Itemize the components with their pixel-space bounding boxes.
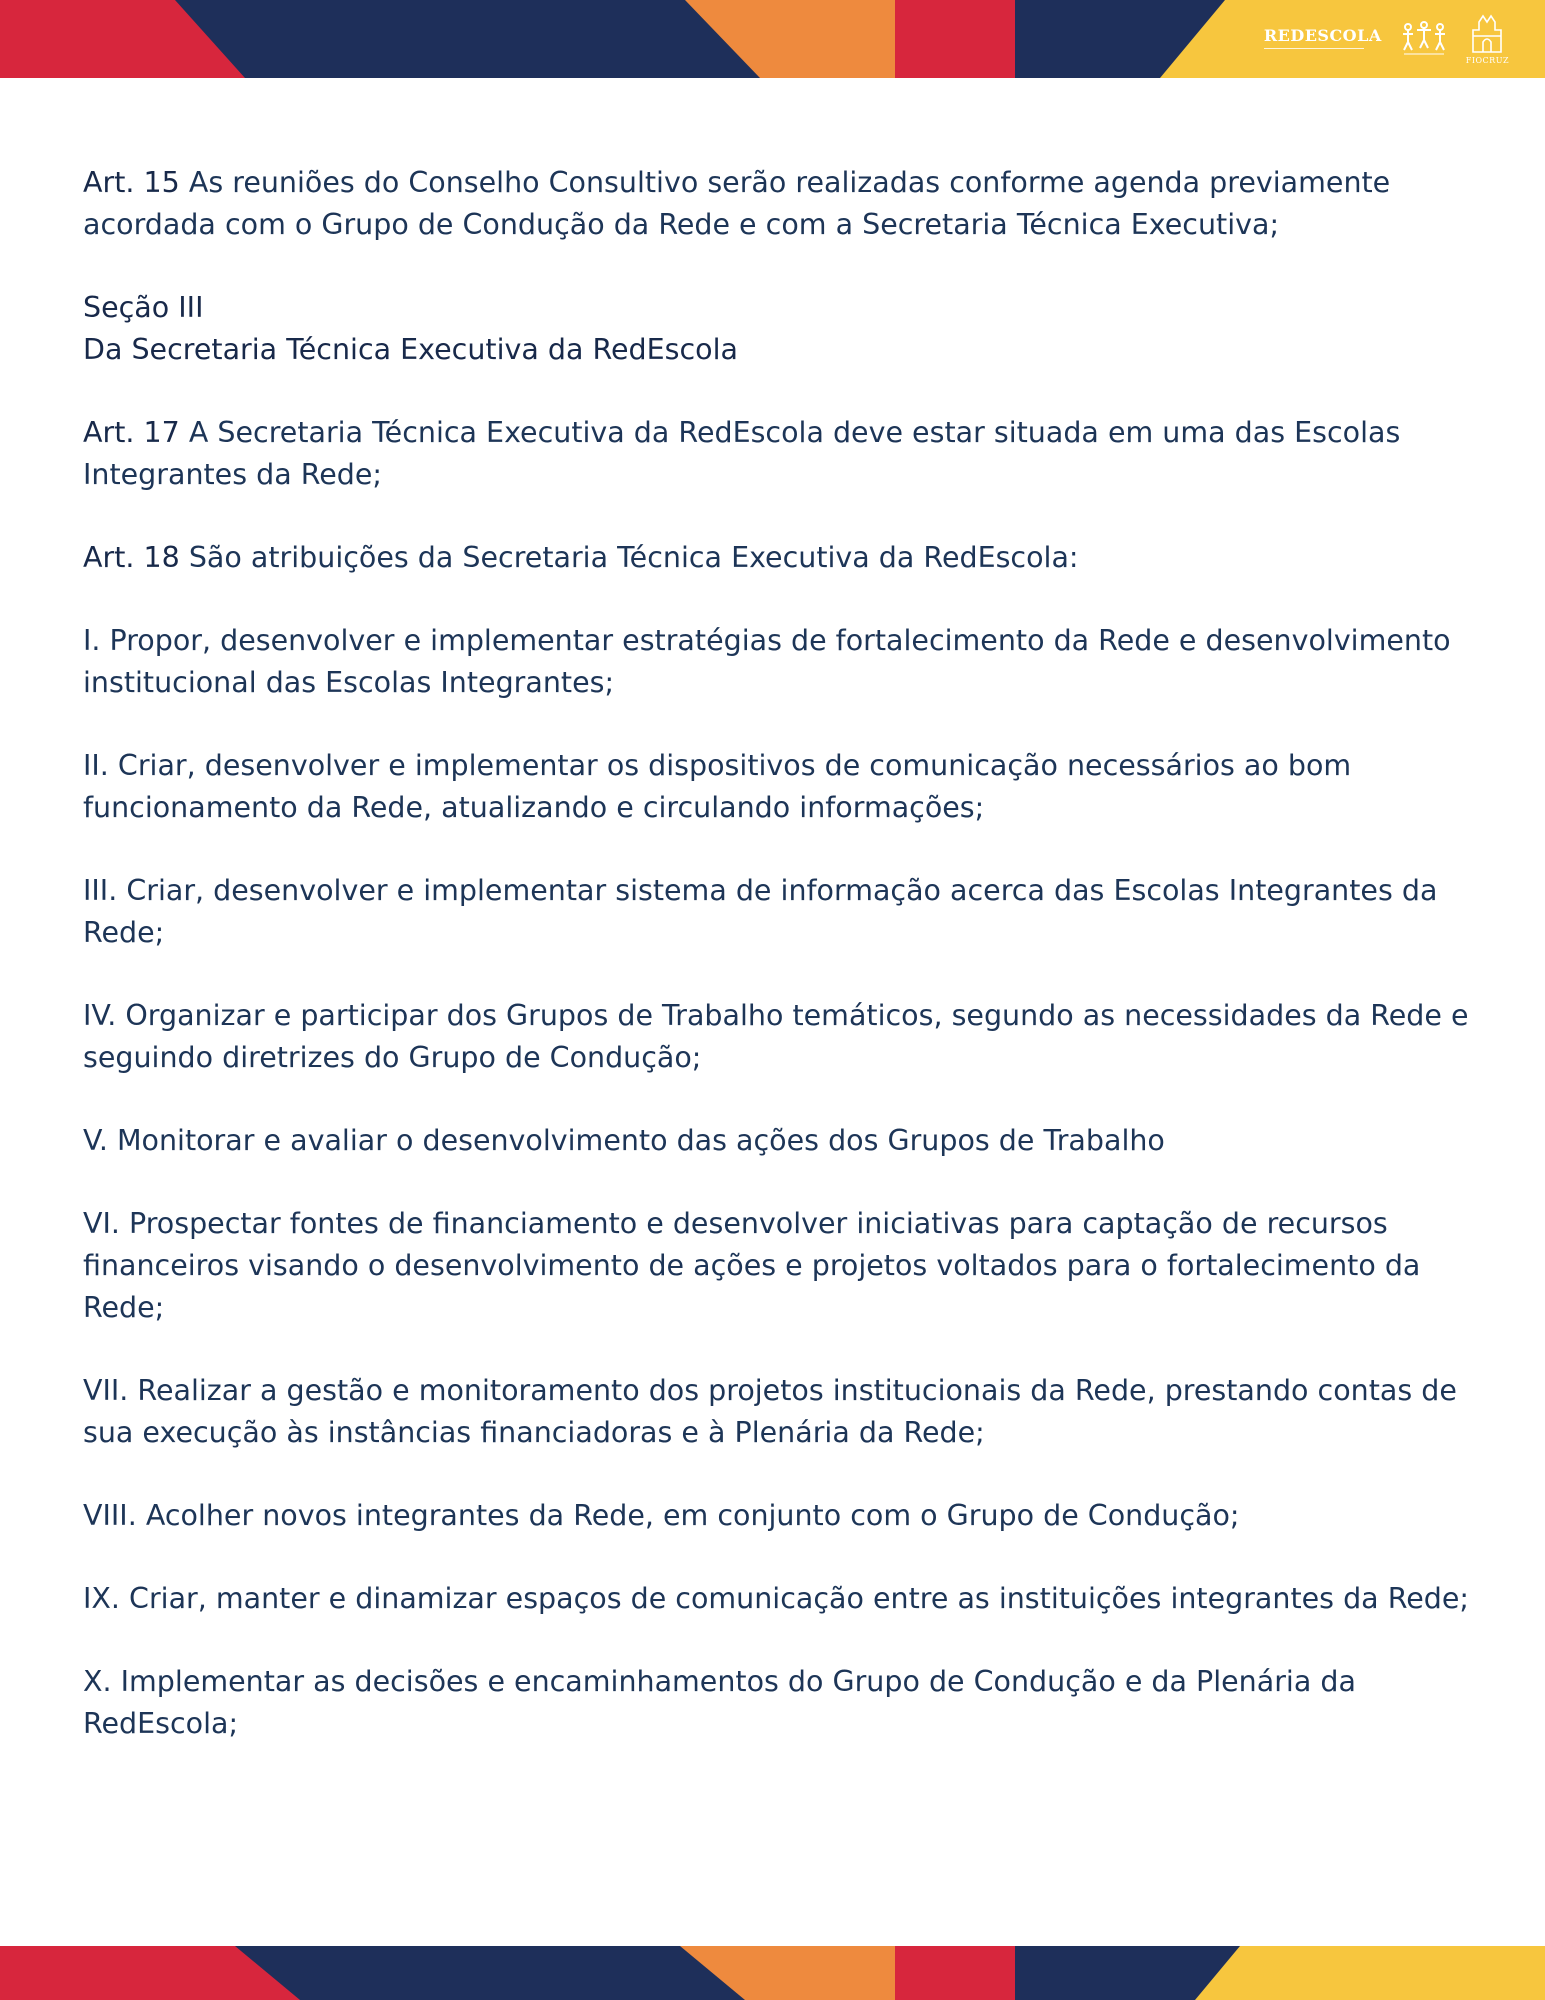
fiocruz-logo-text: FIOCRUZ — [1465, 55, 1509, 65]
list-item: III. Criar, desenvolver e implementar sistema de informação acerca das Escolas Integrantes da Rede; — [83, 874, 1438, 949]
list-item: VI. Prospectar fontes de financiamento e desenvolver iniciativas para captação de recursos financeiros visando o desenvolvimento de ações e projetos voltados para o fortalecimento da Rede; — [83, 1207, 1421, 1324]
list-item: VIII. Acolher novos integrantes da Rede, em conjunto com o Grupo de Condução; — [83, 1499, 1240, 1532]
castle-icon — [1469, 14, 1505, 54]
article-18-label: Art. 18 — [83, 541, 180, 574]
document-body — [83, 162, 1473, 1786]
article-15 — [83, 162, 1473, 246]
footer-band — [0, 1946, 1545, 2000]
people-figures-icon — [1400, 20, 1448, 58]
section-heading — [83, 287, 1473, 371]
footer-band-graphic — [0, 1946, 1545, 2000]
article-18-text: São atribuições da Secretaria Técnica Executiva da RedEscola: — [179, 541, 1079, 574]
list-item: VII. Realizar a gestão e monitoramento dos projetos institucionais da Rede, prestando contas de sua execução às instâncias financiadoras e à Plenária da Rede; — [83, 1374, 1457, 1449]
redescola-logo-tagline — [1264, 48, 1364, 52]
people-figures-logo — [1400, 20, 1448, 58]
article-15-label: Art. 15 — [83, 166, 180, 199]
fiocruz-logo — [1466, 14, 1509, 65]
article-15-text: As reuniões do Conselho Consultivo serão realizadas conforme agenda previamente acordada com o Grupo de Condução da Rede e com a Secretaria Técnica Executiva; — [83, 166, 1391, 241]
article-17-label: Art. 17 — [83, 416, 180, 449]
article-17 — [83, 412, 1473, 496]
header-band — [0, 0, 1545, 78]
list-item: X. Implementar as decisões e encaminhamentos do Grupo de Condução e da Plenária da RedEscola; — [83, 1665, 1356, 1740]
list-item: II. Criar, desenvolver e implementar os dispositivos de comunicação necessários ao bom funcionamento da Rede, atualizando e circulando informações; — [83, 749, 1352, 824]
section-title: Da Secretaria Técnica Executiva da RedEscola — [83, 333, 738, 366]
article-18 — [83, 537, 1473, 579]
section-number: Seção III — [83, 291, 204, 324]
list-item: IX. Criar, manter e dinamizar espaços de comunicação entre as instituições integrantes da Rede; — [83, 1582, 1469, 1615]
list-item: I. Propor, desenvolver e implementar estratégias de fortalecimento da Rede e desenvolvimento institucional das Escolas Integrantes; — [83, 624, 1451, 699]
partner-logos — [1264, 10, 1509, 68]
redescola-logo-text: REDESCOLA — [1263, 25, 1382, 45]
redescola-logo — [1264, 27, 1382, 52]
list-item: IV. Organizar e participar dos Grupos de Trabalho temáticos, segundo as necessidades da Rede e seguindo diretrizes do Grupo de Condução; — [83, 999, 1469, 1074]
article-17-text: A Secretaria Técnica Executiva da RedEscola deve estar situada em uma das Escolas Integrantes da Rede; — [83, 416, 1401, 491]
list-item: V. Monitorar e avaliar o desenvolvimento das ações dos Grupos de Trabalho — [83, 1124, 1165, 1157]
